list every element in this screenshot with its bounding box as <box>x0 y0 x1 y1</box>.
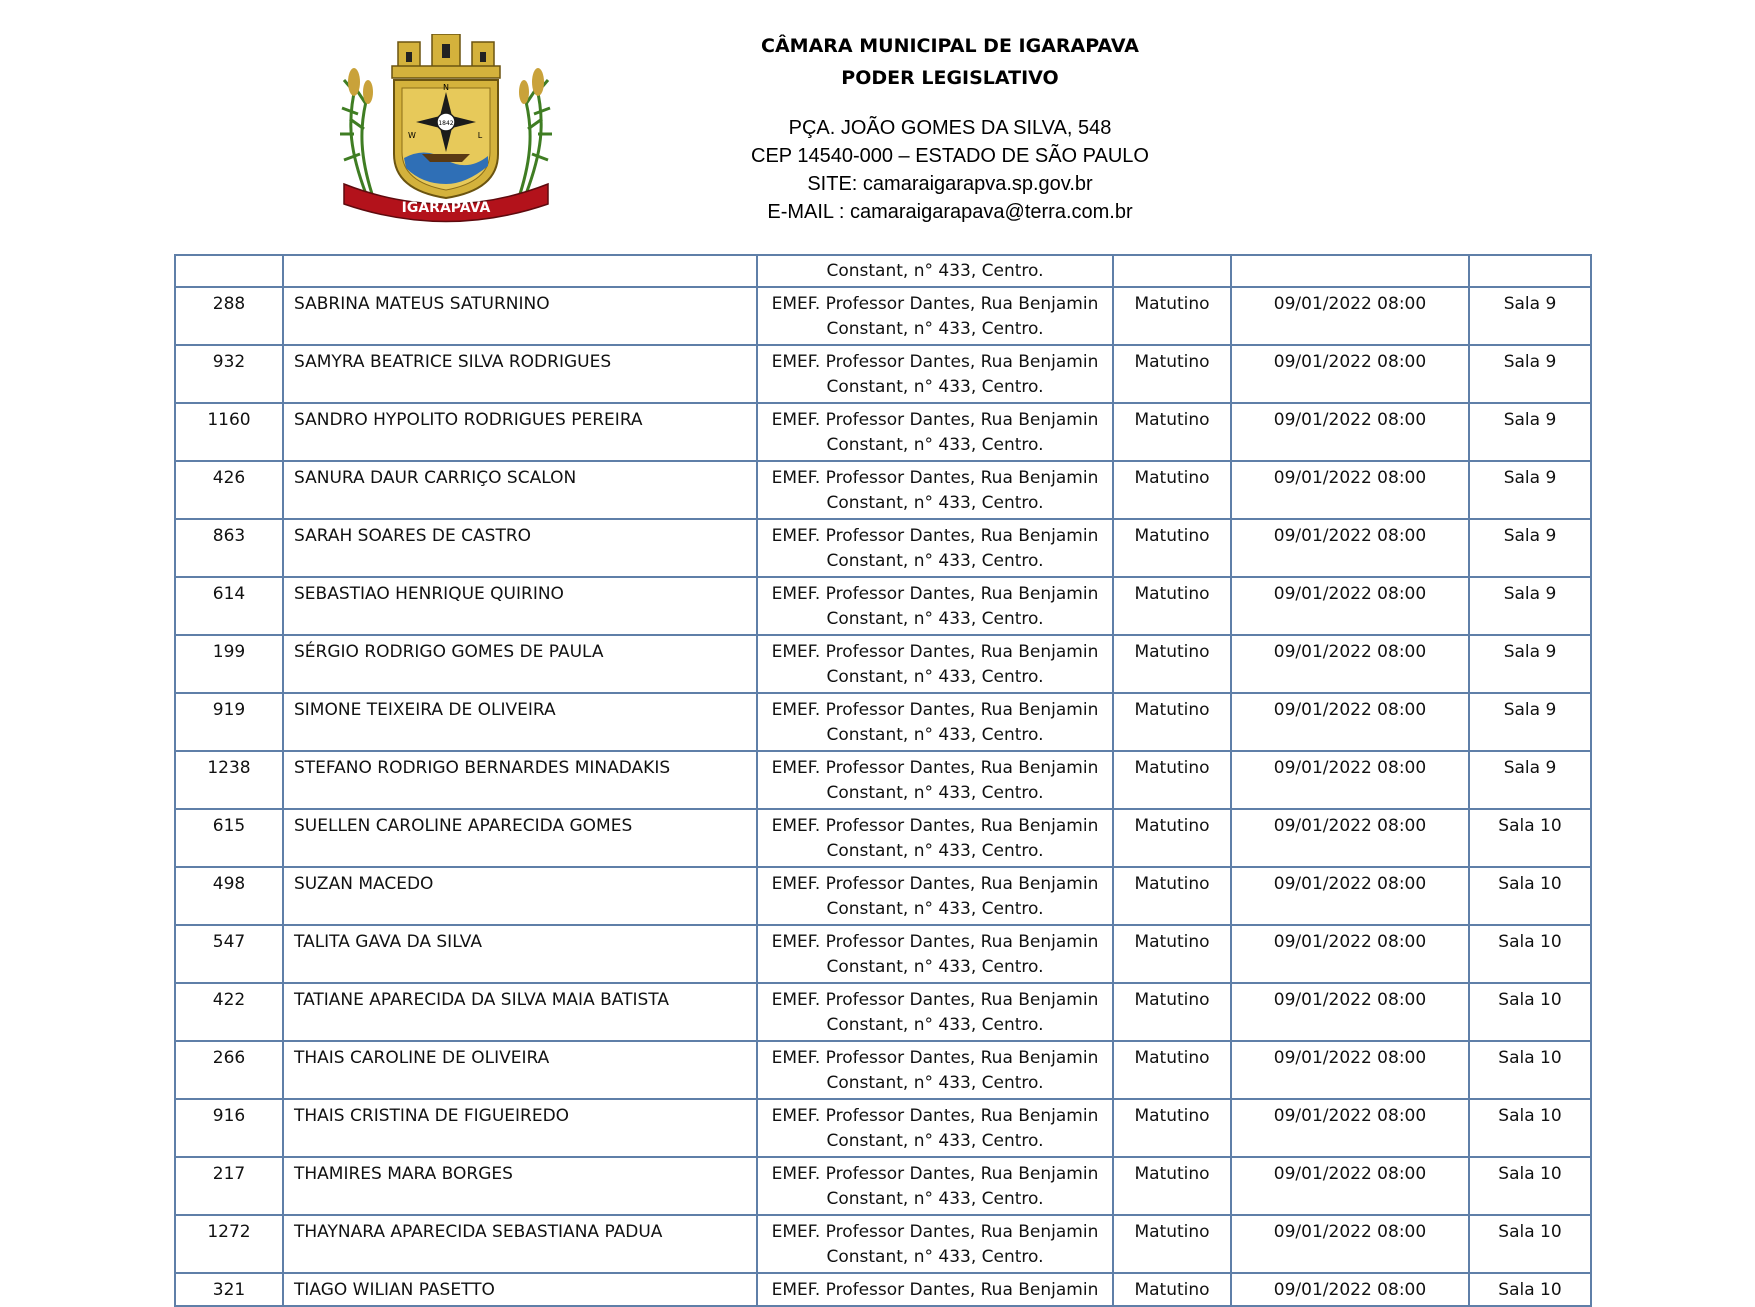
institution-title: CÂMARA MUNICIPAL DE IGARAPAVA <box>761 35 1139 57</box>
table-row <box>175 519 1591 577</box>
cell-date: 09/01/2022 08:00 <box>1231 983 1469 1041</box>
address-line-1: EMEF. Professor Dantes, Rua Benjamin <box>771 1164 1099 1184</box>
cell-shift: Matutino <box>1113 867 1231 925</box>
coat-of-arms-logo <box>326 34 566 224</box>
table-row <box>175 983 1591 1041</box>
table-row <box>175 1041 1591 1099</box>
cell-address <box>757 983 1113 1041</box>
cell-room: Sala 10 <box>1469 983 1591 1041</box>
cell-date: 09/01/2022 08:00 <box>1231 519 1469 577</box>
address-line-2: Constant, n° 433, Centro. <box>826 957 1044 977</box>
address-line-1: EMEF. Professor Dantes, Rua Benjamin <box>771 1222 1099 1242</box>
cell-date: 09/01/2022 08:00 <box>1231 403 1469 461</box>
cell-name: SARAH SOARES DE CASTRO <box>283 519 757 577</box>
cell-number: 614 <box>175 577 283 635</box>
address-line-1: EMEF. Professor Dantes, Rua Benjamin <box>771 1106 1099 1126</box>
candidate-table <box>174 254 1592 1307</box>
address-line-1: EMEF. Professor Dantes, Rua Benjamin <box>771 758 1099 778</box>
cell-number: 266 <box>175 1041 283 1099</box>
cell-name: TIAGO WILIAN PASETTO <box>283 1273 757 1306</box>
address-line-2: Constant, n° 433, Centro. <box>826 725 1044 745</box>
cell-name: SANURA DAUR CARRIÇO SCALON <box>283 461 757 519</box>
cell-name: SANDRO HYPOLITO RODRIGUES PEREIRA <box>283 403 757 461</box>
cell-room <box>1469 255 1591 287</box>
table-row <box>175 461 1591 519</box>
address-line-2: Constant, n° 433, Centro. <box>826 1015 1044 1035</box>
logo-banner-text: IGARAPAVA <box>401 200 491 216</box>
address-line-1: EMEF. Professor Dantes, Rua Benjamin <box>771 526 1099 546</box>
table-row <box>175 867 1591 925</box>
cell-room: Sala 10 <box>1469 925 1591 983</box>
table-row <box>175 1215 1591 1273</box>
cell-number <box>175 255 283 287</box>
address-line-2: Constant, n° 433, Centro. <box>826 435 1044 455</box>
address-line-1: EMEF. Professor Dantes, Rua Benjamin <box>771 816 1099 836</box>
address-line-1: EMEF. Professor Dantes, Rua Benjamin <box>771 352 1099 372</box>
table-row <box>175 925 1591 983</box>
cell-address <box>757 635 1113 693</box>
cell-number: 919 <box>175 693 283 751</box>
cell-date: 09/01/2022 08:00 <box>1231 1215 1469 1273</box>
cell-name: THAIS CAROLINE DE OLIVEIRA <box>283 1041 757 1099</box>
address-line-2: Constant, n° 433, Centro. <box>826 377 1044 397</box>
cell-shift: Matutino <box>1113 1157 1231 1215</box>
cell-address: Constant, n° 433, Centro. <box>757 255 1113 287</box>
cell-name: SUELLEN CAROLINE APARECIDA GOMES <box>283 809 757 867</box>
cell-name: SEBASTIAO HENRIQUE QUIRINO <box>283 577 757 635</box>
cell-number: 288 <box>175 287 283 345</box>
cell-shift: Matutino <box>1113 1215 1231 1273</box>
institution-subtitle: PODER LEGISLATIVO <box>841 67 1059 89</box>
cell-room: Sala 10 <box>1469 867 1591 925</box>
cell-date <box>1231 255 1469 287</box>
cell-room: Sala 9 <box>1469 577 1591 635</box>
cell-date: 09/01/2022 08:00 <box>1231 1099 1469 1157</box>
cell-date: 09/01/2022 08:00 <box>1231 925 1469 983</box>
cell-number: 863 <box>175 519 283 577</box>
table-row <box>175 1273 1591 1306</box>
cell-room: Sala 10 <box>1469 809 1591 867</box>
cell-room: Sala 10 <box>1469 1215 1591 1273</box>
address-line-1: EMEF. Professor Dantes, Rua Benjamin <box>771 1280 1099 1300</box>
cell-date: 09/01/2022 08:00 <box>1231 809 1469 867</box>
table-row <box>175 635 1591 693</box>
cell-address <box>757 461 1113 519</box>
address-line-1: EMEF. Professor Dantes, Rua Benjamin <box>771 410 1099 430</box>
cell-name: SAMYRA BEATRICE SILVA RODRIGUES <box>283 345 757 403</box>
cell-name: SÉRGIO RODRIGO GOMES DE PAULA <box>283 635 757 693</box>
cell-room: Sala 10 <box>1469 1041 1591 1099</box>
address-line-2: Constant, n° 433, Centro. <box>826 609 1044 629</box>
cell-date: 09/01/2022 08:00 <box>1231 1273 1469 1306</box>
cell-number: 547 <box>175 925 283 983</box>
cell-name: THAMIRES MARA BORGES <box>283 1157 757 1215</box>
cell-date: 09/01/2022 08:00 <box>1231 635 1469 693</box>
logo-compass-n: N <box>443 83 449 92</box>
address-line-2: Constant, n° 433, Centro. <box>826 841 1044 861</box>
cell-shift: Matutino <box>1113 345 1231 403</box>
cell-address <box>757 403 1113 461</box>
table-row <box>175 1157 1591 1215</box>
cell-room: Sala 9 <box>1469 635 1591 693</box>
cell-shift: Matutino <box>1113 1273 1231 1306</box>
cell-name: TALITA GAVA DA SILVA <box>283 925 757 983</box>
cell-shift: Matutino <box>1113 693 1231 751</box>
address-line-2: Constant, n° 433, Centro. <box>826 783 1044 803</box>
address-line-2: Constant, n° 433, Centro. <box>826 667 1044 687</box>
institution-address: PÇA. JOÃO GOMES DA SILVA, 548 <box>788 117 1112 139</box>
cell-name: STEFANO RODRIGO BERNARDES MINADAKIS <box>283 751 757 809</box>
address-line-1: EMEF. Professor Dantes, Rua Benjamin <box>771 874 1099 894</box>
cell-date: 09/01/2022 08:00 <box>1231 867 1469 925</box>
cell-room: Sala 9 <box>1469 693 1591 751</box>
cell-number: 199 <box>175 635 283 693</box>
cell-address <box>757 925 1113 983</box>
cell-name: THAYNARA APARECIDA SEBASTIANA PADUA <box>283 1215 757 1273</box>
cell-name: SABRINA MATEUS SATURNINO <box>283 287 757 345</box>
table-row <box>175 1099 1591 1157</box>
cell-room: Sala 9 <box>1469 345 1591 403</box>
address-line-2: Constant, n° 433, Centro. <box>826 1073 1044 1093</box>
cell-name: THAIS CRISTINA DE FIGUEIREDO <box>283 1099 757 1157</box>
cell-number: 932 <box>175 345 283 403</box>
cell-address <box>757 693 1113 751</box>
cell-number: 321 <box>175 1273 283 1306</box>
institution-email: E-MAIL : camaraigarapava@terra.com.br <box>767 201 1133 223</box>
cell-address <box>757 1041 1113 1099</box>
address-line-1: EMEF. Professor Dantes, Rua Benjamin <box>771 642 1099 662</box>
cell-number: 615 <box>175 809 283 867</box>
cell-shift: Matutino <box>1113 461 1231 519</box>
cell-date: 09/01/2022 08:00 <box>1231 693 1469 751</box>
address-line-2: Constant, n° 433, Centro. <box>826 319 1044 339</box>
cell-shift: Matutino <box>1113 635 1231 693</box>
cell-date: 09/01/2022 08:00 <box>1231 461 1469 519</box>
address-line-2: Constant, n° 433, Centro. <box>826 1247 1044 1267</box>
cell-number: 426 <box>175 461 283 519</box>
cell-shift: Matutino <box>1113 925 1231 983</box>
cell-date: 09/01/2022 08:00 <box>1231 287 1469 345</box>
cell-room: Sala 9 <box>1469 287 1591 345</box>
cell-shift: Matutino <box>1113 1041 1231 1099</box>
cell-room: Sala 10 <box>1469 1273 1591 1306</box>
cell-room: Sala 9 <box>1469 403 1591 461</box>
cell-number: 1160 <box>175 403 283 461</box>
cell-shift: Matutino <box>1113 751 1231 809</box>
address-line-1: EMEF. Professor Dantes, Rua Benjamin <box>771 990 1099 1010</box>
address-line-2: Constant, n° 433, Centro. <box>826 1131 1044 1151</box>
coat-of-arms-icon <box>326 34 566 224</box>
table-row <box>175 287 1591 345</box>
cell-shift: Matutino <box>1113 809 1231 867</box>
cell-number: 217 <box>175 1157 283 1215</box>
cell-shift: Matutino <box>1113 519 1231 577</box>
cell-shift: Matutino <box>1113 577 1231 635</box>
table-row <box>175 345 1591 403</box>
cell-shift: Matutino <box>1113 1099 1231 1157</box>
logo-compass-w: W <box>408 131 416 140</box>
address-line-1: EMEF. Professor Dantes, Rua Benjamin <box>771 294 1099 314</box>
cell-address <box>757 519 1113 577</box>
cell-address <box>757 1099 1113 1157</box>
cell-address <box>757 1215 1113 1273</box>
cell-room: Sala 10 <box>1469 1099 1591 1157</box>
address-line-2: Constant, n° 433, Centro. <box>826 493 1044 513</box>
cell-date: 09/01/2022 08:00 <box>1231 577 1469 635</box>
cell-room: Sala 10 <box>1469 1157 1591 1215</box>
cell-shift: Matutino <box>1113 983 1231 1041</box>
cell-address <box>757 751 1113 809</box>
cell-date: 09/01/2022 08:00 <box>1231 345 1469 403</box>
cell-address <box>757 1157 1113 1215</box>
table-row <box>175 693 1591 751</box>
cell-number: 422 <box>175 983 283 1041</box>
cell-name: SUZAN MACEDO <box>283 867 757 925</box>
cell-shift <box>1113 255 1231 287</box>
cell-room: Sala 9 <box>1469 751 1591 809</box>
cell-name: SIMONE TEIXEIRA DE OLIVEIRA <box>283 693 757 751</box>
address-line-1: EMEF. Professor Dantes, Rua Benjamin <box>771 468 1099 488</box>
table-row <box>175 403 1591 461</box>
cell-address <box>757 809 1113 867</box>
table-row <box>175 809 1591 867</box>
address-line-2: Constant, n° 433, Centro. <box>826 899 1044 919</box>
cell-address <box>757 345 1113 403</box>
cell-address <box>757 867 1113 925</box>
cell-room: Sala 9 <box>1469 461 1591 519</box>
address-line-2: Constant, n° 433, Centro. <box>826 551 1044 571</box>
cell-name: TATIANE APARECIDA DA SILVA MAIA BATISTA <box>283 983 757 1041</box>
cell-shift: Matutino <box>1113 403 1231 461</box>
table-row <box>175 577 1591 635</box>
address-line-2: Constant, n° 433, Centro. <box>826 1189 1044 1209</box>
institution-cep: CEP 14540-000 – ESTADO DE SÃO PAULO <box>751 145 1149 167</box>
cell-date: 09/01/2022 08:00 <box>1231 1041 1469 1099</box>
cell-date: 09/01/2022 08:00 <box>1231 751 1469 809</box>
cell-date: 09/01/2022 08:00 <box>1231 1157 1469 1215</box>
document-header <box>640 30 1260 226</box>
cell-number: 916 <box>175 1099 283 1157</box>
cell-room: Sala 9 <box>1469 519 1591 577</box>
logo-year-text: 1842 <box>438 120 454 127</box>
address-line-1: EMEF. Professor Dantes, Rua Benjamin <box>771 1048 1099 1068</box>
cell-number: 1272 <box>175 1215 283 1273</box>
cell-name <box>283 255 757 287</box>
cell-address <box>757 1273 1113 1306</box>
cell-number: 1238 <box>175 751 283 809</box>
address-line-1: EMEF. Professor Dantes, Rua Benjamin <box>771 584 1099 604</box>
cell-address <box>757 287 1113 345</box>
cell-number: 498 <box>175 867 283 925</box>
address-line-1: EMEF. Professor Dantes, Rua Benjamin <box>771 700 1099 720</box>
cell-address <box>757 577 1113 635</box>
logo-compass-l: L <box>477 131 483 140</box>
table-row-continuation <box>175 255 1591 287</box>
cell-shift: Matutino <box>1113 287 1231 345</box>
table-row <box>175 751 1591 809</box>
address-line-1: EMEF. Professor Dantes, Rua Benjamin <box>771 932 1099 952</box>
institution-site: SITE: camaraigarapva.sp.gov.br <box>807 173 1093 195</box>
